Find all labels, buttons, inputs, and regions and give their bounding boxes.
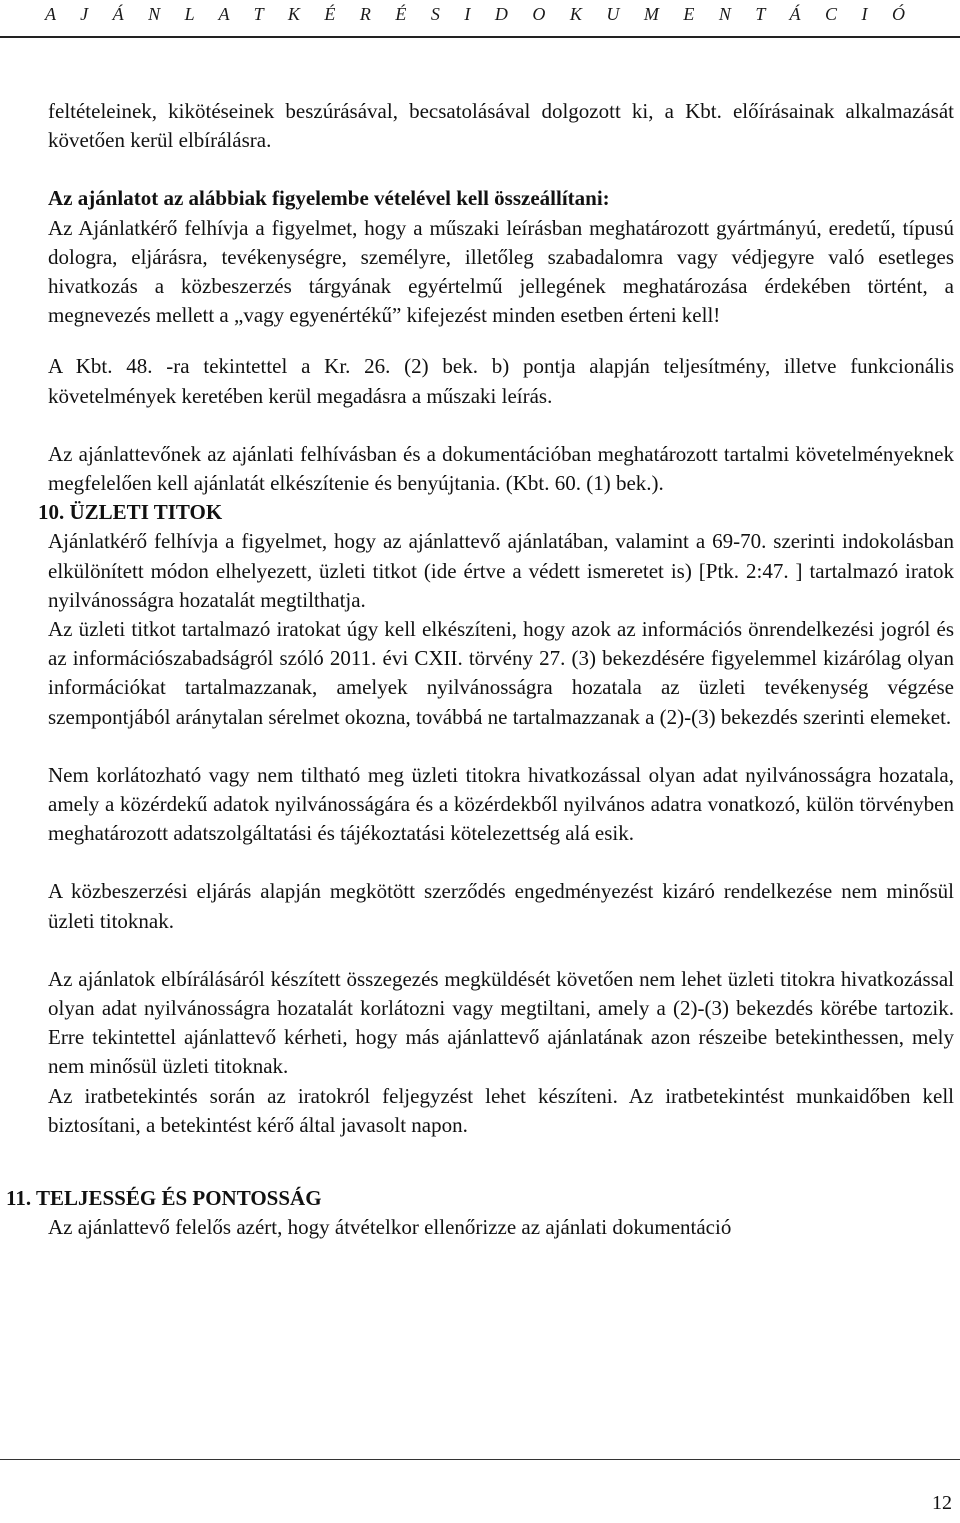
paragraph-technical-description: Az Ajánlatkérő felhívja a figyelmet, hogy a műszaki leírásban meghatározott gyártmányú, eredetű, típusú dologra, eljárásra, tevékenységre, személyre, illetőleg szabadalomra vagy védjegyre való esetleges hivatkozás a közbeszerzés tárgyának egyértelmű jellegének meghatározása érdekében történt, a megnevezés mellett a „vagy egyenértékű” kifejezést minden esetben érteni kell!: [48, 215, 954, 328]
paragraph-kbt-48: A Kbt. 48. -ra tekintettel a Kr. 26. (2) bek. b) pontja alapján teljesítmény, illetve funkcionális követelmények keretében kerül megadásra a műszaki leírás.: [48, 354, 954, 408]
section-heading-completeness: 11. TELJESSÉG ÉS PONTOSSÁG: [6, 1186, 322, 1211]
paragraph-business-secret-6: Az iratbetekintés során az iratokról feljegyzést lehet készíteni. Az iratbetekintést munkaidőben kell biztosítani, a betekintést kérő által javasolt napon.: [48, 1083, 954, 1137]
paragraph-title-offer-preparation: Az ajánlatot az alábbiak figyelembe vételével kell összeállítani:: [48, 186, 610, 211]
document-header: A J Á N L A T K É R É S I D O K U M E N T Á C I Ó: [44, 4, 916, 24]
paragraph-business-secret-1: Ajánlatkérő felhívja a figyelmet, hogy az ajánlattevő ajánlatában, valamint a 69-70. szerinti indokolásban elkülönített módon elhelyezett, üzleti titkot (ide értve a védett ismeretet is) [Ptk. 2:47. ] tartalmazó iratok nyilvánosságra hozatalát megtilthatja.: [48, 529, 954, 612]
section-heading-business-secret: 10. ÜZLETI TITOK: [38, 500, 223, 525]
paragraph-completeness-1: Az ajánlattevő felelős azért, hogy átvételkor ellenőrizze az ajánlati dokumentáció: [48, 1215, 732, 1240]
paragraph-business-secret-3: Nem korlátozható vagy nem tiltható meg üzleti titokra hivatkozással olyan adat nyilvánosságra hozatala, amely a közérdekű adatok nyilvánosságára és a közérdekből nyilvános adatra vonatkozó, külön törvényben meghatározott adatszolgáltatási és tájékoztatási kötelezettség alá esik.: [48, 762, 954, 846]
page-number: 12: [932, 1492, 952, 1514]
document-body: [6, 97, 954, 1243]
paragraph-content-requirements: Az ajánlattevőnek az ajánlati felhívásban és a dokumentációban meghatározott tartalmi követelményeknek megfelelően kell ajánlatát elkészítenie és benyújtania. (Kbt. 60. (1) bek.).: [48, 441, 954, 496]
paragraph-business-secret-4: A közbeszerzési eljárás alapján megkötött szerződés engedményezést kizáró rendelkezése nem minősül üzleti titoknak.: [48, 879, 954, 933]
paragraph-business-secret-2: Az üzleti titkot tartalmazó iratokat úgy kell elkészíteni, hogy azok az információs önrendelkezési jogról és az információszabadságról szóló 2011. évi CXII. törvény 27. (3) bekezdésére figyelemmel kizárólag olyan információkat tartalmazzanak, amelyek nyilvánosságra hozatala az üzleti tevékenység végzése szempontjából aránytalan sérelmet okozna, továbbá ne tartalmazzanak a (2)-(3) bekezdés szerinti elemeket.: [48, 617, 954, 729]
footer-divider: [0, 1459, 960, 1460]
header-divider: [0, 36, 960, 38]
paragraph-business-secret-5: Az ajánlatok elbírálásáról készített összegezés megküldését követően nem lehet üzleti titokra hivatkozással olyan adat nyilvánosságra hozatalát korlátozni vagy megtiltani, amely a (2)-(3) bekezdés körébe tartozik. Erre tekintettel ajánlattevő kérheti, hogy más ajánlattevő ajánlatának azon részeibe betekinthessen, mely nem minősül üzleti titoknak.: [48, 966, 954, 1079]
paragraph-intro-continuation: feltételeinek, kikötéseinek beszúrásával, becsatolásával dolgozott ki, a Kbt. előírásainak alkalmazását követően kerül elbírálásra.: [48, 99, 954, 153]
